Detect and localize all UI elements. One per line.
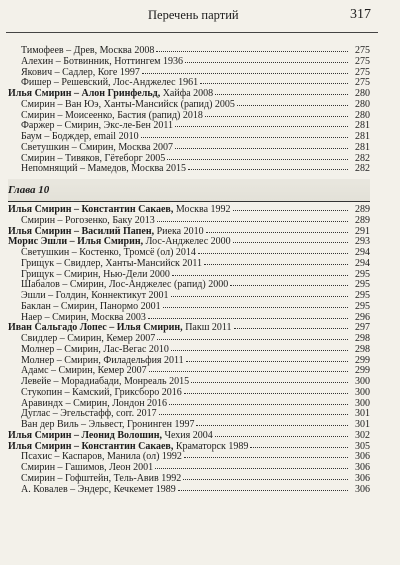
entry-page: 298	[355, 333, 370, 344]
entry-place: Хайфа 2008	[160, 88, 214, 99]
entry-place: Коннектикут 2001	[88, 290, 169, 301]
entry-page: 275	[355, 55, 370, 67]
entry-place: Гётеборг 2005	[102, 152, 166, 164]
entry-players: Левейе – Морадиабади,	[21, 376, 122, 387]
entry-page: 281	[355, 120, 370, 132]
games-list	[8, 46, 370, 495]
entry-players: Илья Смирин – Леонид Волошин,	[8, 429, 162, 441]
entry-place: Гриксборо 2016	[112, 386, 182, 398]
dot-leader	[184, 456, 348, 458]
dot-leader	[141, 136, 348, 138]
entry-page: 282	[355, 152, 370, 164]
entry-page: 295	[355, 279, 370, 291]
dot-leader	[186, 360, 348, 362]
entry-page: 281	[355, 131, 370, 142]
dot-leader	[175, 147, 348, 149]
entry-players: Илья Смирин – Василий Папен,	[8, 225, 155, 237]
dot-leader	[184, 392, 348, 394]
entry-page: 306	[355, 451, 370, 463]
dot-leader	[171, 295, 348, 297]
dot-leader	[148, 317, 348, 319]
entry-text	[21, 164, 186, 175]
entry-players: Грищук – Свидлер,	[21, 257, 103, 269]
dot-leader	[163, 306, 348, 308]
dot-leader	[206, 231, 348, 233]
entry-players: Свидлер – Смирин,	[21, 333, 104, 344]
entry-players: Светушкин – Костенко,	[21, 247, 122, 258]
dot-leader	[205, 115, 348, 117]
entry-text	[21, 485, 176, 496]
entry-place: Филадельфия 2011	[100, 354, 184, 366]
entry-players: Якович – Садлер,	[21, 66, 96, 78]
entry-page: 301	[355, 419, 370, 430]
entry-page: 280	[355, 88, 370, 99]
dot-leader	[250, 446, 348, 448]
entry-players: Смирин – Тивяков,	[21, 152, 103, 164]
entry-page: 305	[355, 440, 370, 452]
entry-page: 275	[355, 45, 370, 56]
entry-page: 298	[355, 343, 370, 355]
entry-players: Шабалов – Смирин,	[21, 279, 107, 291]
dot-leader	[167, 158, 348, 160]
entry-place: Лос-Анджелес (рапид) 2000	[106, 279, 229, 291]
entry-page: 281	[355, 141, 370, 153]
entry-players: Смирин – Моисеенко,	[21, 109, 115, 121]
entry-players: Дуглас – Эгельстафф,	[21, 408, 114, 420]
dot-leader	[149, 370, 348, 372]
entry-place: corr. 2017	[113, 408, 157, 420]
entry-page: 275	[355, 77, 370, 89]
entry-players: Смирин – Ван Юэ,	[21, 98, 102, 110]
dot-leader	[234, 327, 348, 329]
dot-leader	[171, 349, 348, 351]
entry-place: Манила (ол) 1992	[104, 451, 182, 463]
dot-leader	[142, 72, 348, 74]
entry-players: Баклан – Смирин,	[21, 300, 98, 312]
entry-place: Бастия (рапид) 2018	[114, 109, 203, 121]
dot-leader	[215, 435, 348, 437]
entry-players: Смирин – Гофштейн,	[21, 472, 112, 484]
dot-leader	[172, 274, 348, 276]
entry-place: Ханты-Мансийск 2011	[102, 257, 203, 269]
dot-leader	[169, 403, 348, 405]
entry-players: Грищук – Смирин,	[21, 268, 101, 280]
entry-page: 293	[355, 236, 370, 248]
entry-page: 289	[355, 214, 370, 226]
dot-leader	[215, 93, 348, 95]
entry-page: 275	[355, 66, 370, 78]
entry-players: Алехин – Ботвинник,	[21, 55, 112, 67]
entry-place: Кечкемет 1989	[111, 483, 176, 495]
dot-leader	[188, 168, 348, 170]
entry-page: 280	[355, 109, 370, 121]
entry-place: Краматорск 1989	[173, 440, 249, 452]
entry-players: Молнер – Смирин,	[21, 343, 101, 355]
entry-place: email 2010	[91, 131, 139, 142]
entry-place: Лос-Анджелес 1961	[110, 77, 199, 89]
dot-leader	[233, 209, 348, 211]
header-rule	[6, 32, 378, 33]
entry-players: Псахис – Каспаров,	[21, 451, 105, 463]
entry-page: 306	[355, 462, 370, 473]
entry-place: Пакш 2011	[182, 322, 232, 334]
entry-place: Тель-Авив 1992	[111, 472, 182, 484]
entry-players: Смирин – Гашимов,	[21, 462, 107, 473]
entry-page: 296	[355, 311, 370, 323]
dot-leader	[200, 82, 348, 84]
entry-page: 291	[355, 225, 370, 237]
dot-leader	[156, 50, 348, 52]
dot-leader	[159, 413, 348, 415]
entry-players: Морис Эшли – Илья Смирин,	[8, 236, 144, 248]
entry-place: Лондон 2016	[109, 397, 168, 409]
entry-place: Тромсё (ол) 2014	[121, 247, 196, 258]
chapter-label: Глава 10	[8, 184, 50, 196]
entry-place: Панормо 2001	[97, 300, 161, 312]
entry-players: А. Ковалев – Эндерс,	[21, 483, 112, 495]
dot-leader	[198, 252, 348, 254]
entry-place: Баку 2013	[109, 214, 155, 226]
entry-page: 295	[355, 268, 370, 280]
games-block-2	[8, 205, 370, 495]
entry-players: Баум – Бодждер,	[21, 131, 92, 142]
dot-leader	[233, 241, 348, 243]
entry-players: Илья Смирин – Константин Сакаев,	[8, 204, 174, 215]
entry-place: Москва 2007	[115, 141, 174, 153]
entry-page: 299	[355, 365, 370, 377]
entry-page: 306	[355, 483, 370, 495]
entry-players: Ван дер Виль – Эльвест,	[21, 419, 125, 430]
entry-place: Кемер 2007	[103, 333, 156, 344]
chapter-heading	[8, 179, 370, 202]
dot-leader	[183, 478, 348, 480]
entry-place: Москва 2003	[88, 311, 146, 323]
entry-page: 306	[355, 472, 370, 484]
entry-place: Риека 2010	[154, 225, 204, 237]
entry-page: 294	[355, 247, 370, 258]
entry-players: Стукопин – Камский,	[21, 386, 112, 398]
entry-place: Леон 2001	[106, 462, 154, 473]
entry-place: Кемер 2007	[95, 365, 147, 377]
entry-place: Ханты-Мансийск (рапид) 2005	[101, 98, 235, 110]
entry-page: 289	[355, 204, 370, 215]
entry-page: 295	[355, 300, 370, 312]
game-entry	[8, 485, 370, 496]
entry-players: Фишер – Решевский,	[21, 77, 111, 89]
dot-leader	[204, 263, 348, 265]
entry-place: Чехия 2004	[161, 429, 213, 441]
dot-leader	[230, 284, 348, 286]
dot-leader	[237, 104, 348, 106]
entry-players: Адамс – Смирин,	[21, 365, 96, 377]
entry-players: Тимофеев – Древ,	[21, 45, 98, 56]
games-block-1	[8, 46, 370, 175]
entry-page: 294	[355, 257, 370, 269]
entry-page: 299	[355, 354, 370, 366]
entry-page: 302	[355, 429, 370, 441]
page-number: 317	[350, 7, 371, 22]
entry-page: 295	[355, 290, 370, 301]
entry-place: Москва 2008	[97, 45, 155, 56]
entry-place: Ноттингем 1936	[111, 55, 183, 67]
entry-players: Молнер – Смирин,	[21, 354, 101, 366]
entry-players: Илья Смирин – Алон Гринфельд,	[8, 88, 161, 99]
entry-page: 300	[355, 397, 370, 409]
entry-place: Лос-Анджелес 2000	[143, 236, 231, 248]
entry-players: Иван Сальгадо Лопес – Илья Смирин,	[8, 322, 183, 334]
entry-place: Гронинген 1997	[124, 419, 195, 430]
dot-leader	[185, 61, 348, 63]
entry-page: 280	[355, 98, 370, 110]
entry-place: Лас-Вегас 2010	[100, 343, 169, 355]
dot-leader	[178, 489, 348, 491]
entry-players: Наер – Смирин,	[21, 311, 89, 323]
entry-place: Экс-ле-Бен 2011	[101, 120, 174, 132]
dot-leader	[157, 220, 348, 222]
entry-page: 300	[355, 386, 370, 398]
game-entry	[8, 164, 370, 175]
entry-players: Аравиндх – Смирин,	[21, 397, 110, 409]
entry-place: Нью-Дели 2000	[100, 268, 170, 280]
dot-leader	[191, 381, 348, 383]
entry-place: Москва 2015	[128, 163, 186, 175]
dot-leader	[155, 467, 348, 469]
entry-place: Москва 1992	[173, 204, 231, 215]
entry-players: Светушкин – Смирин,	[21, 141, 116, 153]
entry-players: Смирин – Рогозенко,	[21, 214, 110, 226]
entry-players: Илья Смирин – Константин Сакаев,	[8, 440, 174, 452]
entry-page: 297	[355, 322, 370, 334]
running-title: Перечень партий	[148, 8, 239, 22]
entry-place: Монреаль 2015	[121, 376, 190, 387]
entry-page: 301	[355, 408, 370, 420]
dot-leader	[196, 424, 348, 426]
entry-place: Коге 1997	[95, 66, 140, 78]
entry-page: 282	[355, 163, 370, 175]
entry-players: Фаржер – Смирин,	[21, 120, 102, 132]
entry-page: 300	[355, 376, 370, 387]
dot-leader	[175, 125, 348, 127]
entry-players: Эшли – Голдин,	[21, 290, 89, 301]
dot-leader	[157, 338, 348, 340]
entry-players: Непомнящий – Мамедов,	[21, 163, 129, 175]
page-header	[0, 8, 400, 28]
